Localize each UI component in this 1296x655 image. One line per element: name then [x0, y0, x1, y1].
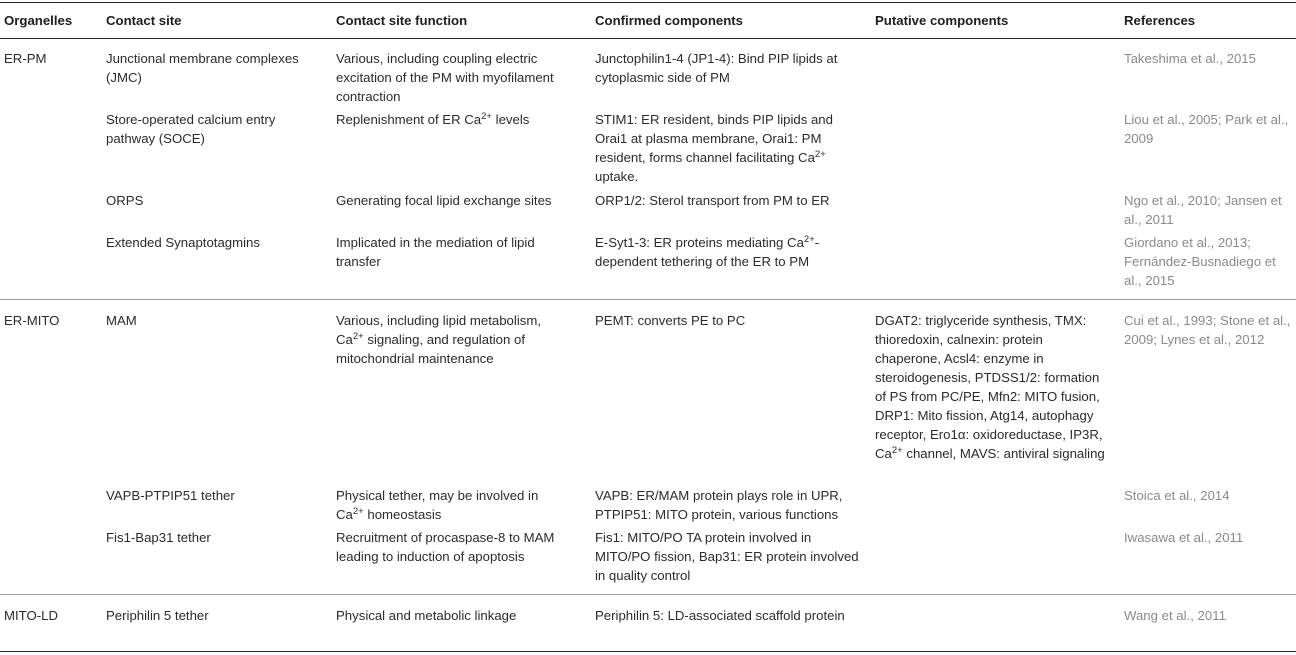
references-cell: Wang et al., 2011	[1124, 608, 1226, 623]
references-cell: Ngo et al., 2010; Jansen et al., 2011	[1124, 193, 1282, 227]
confirmed-components-cell: STIM1: ER resident, binds PIP lipids and Orai1 at plasma membrane, Orai1: PM resident, forms channel facilitating $Ca^{2+}$ uptake.	[595, 112, 833, 184]
header-confirmed-components: Confirmed components	[595, 13, 743, 28]
function-cell: Various, including coupling electric excitation of the PM with myofilament contraction	[336, 51, 554, 104]
header-organelles: Organelles	[4, 13, 73, 28]
contact-site-cell: VAPB-PTPIP51 tether	[106, 488, 235, 503]
function-cell: Physical and metabolic linkage	[336, 608, 517, 623]
confirmed-components-cell: Fis1: MITO/PO TA protein involved in MITO/PO fission, Bap31: ER protein involved in quality control	[595, 530, 859, 583]
header-contact-site-function: Contact site function	[336, 13, 468, 28]
group-organelles: MITO-LD	[4, 608, 58, 623]
function-cell: Various, including lipid metabolism, $Ca^{2+}$ signaling, and regulation of mitochondrial maintenance	[336, 313, 541, 366]
contact-site-cell: Extended Synaptotagmins	[106, 235, 260, 250]
references-cell: Liou et al., 2005; Park et al., 2009	[1124, 112, 1289, 146]
references-cell: Iwasawa et al., 2011	[1124, 530, 1244, 545]
confirmed-components-cell: PEMT: converts PE to PC	[595, 313, 746, 328]
contact-site-cell: MAM	[106, 313, 137, 328]
group-divider	[0, 594, 1296, 595]
confirmed-components-cell: Periphilin 5: LD-associated scaffold protein	[595, 608, 845, 623]
group-divider	[0, 299, 1296, 300]
header-rule	[0, 38, 1296, 39]
references-cell: Stoica et al., 2014	[1124, 488, 1230, 503]
contact-site-cell: Fis1-Bap31 tether	[106, 530, 211, 545]
header-references: References	[1124, 13, 1196, 28]
function-cell: Physical tether, may be involved in $Ca^{2+}$ homeostasis	[336, 488, 539, 522]
putative-components-cell: DGAT2: triglyceride synthesis, TMX: thioredoxin, calnexin: protein chaperone, Acsl4: enzyme in steroidogenesis, PTDSS1/2: formation of PS from PC/PE, Mfn2: MITO fusion, DRP1: Mito fission, Atg14, autophagy receptor, Ero1α: oxidoreductase, IP3R, $Ca^{2+}$ channel, MAVS: antiviral signaling	[875, 313, 1105, 461]
contact-site-cell: ORPS	[106, 193, 144, 208]
function-cell: Recruitment of procaspase-8 to MAM leading to induction of apoptosis	[336, 530, 555, 564]
function-cell: Generating focal lipid exchange sites	[336, 193, 552, 208]
group-organelles: ER-PM	[4, 51, 47, 66]
table-bottom-rule	[0, 651, 1296, 652]
references-cell: Takeshima et al., 2015	[1124, 51, 1256, 66]
group-organelles: ER-MITO	[4, 313, 60, 328]
confirmed-components-cell: ORP1/2: Sterol transport from PM to ER	[595, 193, 830, 208]
confirmed-components-cell: VAPB: ER/MAM protein plays role in UPR, PTPIP51: MITO protein, various functions	[595, 488, 843, 522]
table-top-rule	[0, 2, 1296, 3]
confirmed-components-cell: Junctophilin1-4 (JP1-4): Bind PIP lipids at cytoplasmic side of PM	[595, 51, 838, 85]
header-putative-components: Putative components	[875, 13, 1009, 28]
references-cell: Cui et al., 1993; Stone et al., 2009; Lynes et al., 2012	[1124, 313, 1291, 347]
confirmed-components-cell: E-Syt1-3: ER proteins mediating $Ca^{2+}$-dependent tethering of the ER to PM	[595, 234, 820, 269]
contact-site-cell: Periphilin 5 tether	[106, 608, 209, 623]
function-cell: Replenishment of ER $Ca^{2+}$ levels	[336, 111, 530, 127]
header-contact-site: Contact site	[106, 13, 182, 28]
contact-site-cell: Junctional membrane complexes (JMC)	[106, 51, 299, 85]
references-cell: Giordano et al., 2013; Fernández-Busnadiego et al., 2015	[1124, 235, 1276, 288]
function-cell: Implicated in the mediation of lipid transfer	[336, 235, 535, 269]
contact-site-cell: Store-operated calcium entry pathway (SOCE)	[106, 112, 276, 146]
